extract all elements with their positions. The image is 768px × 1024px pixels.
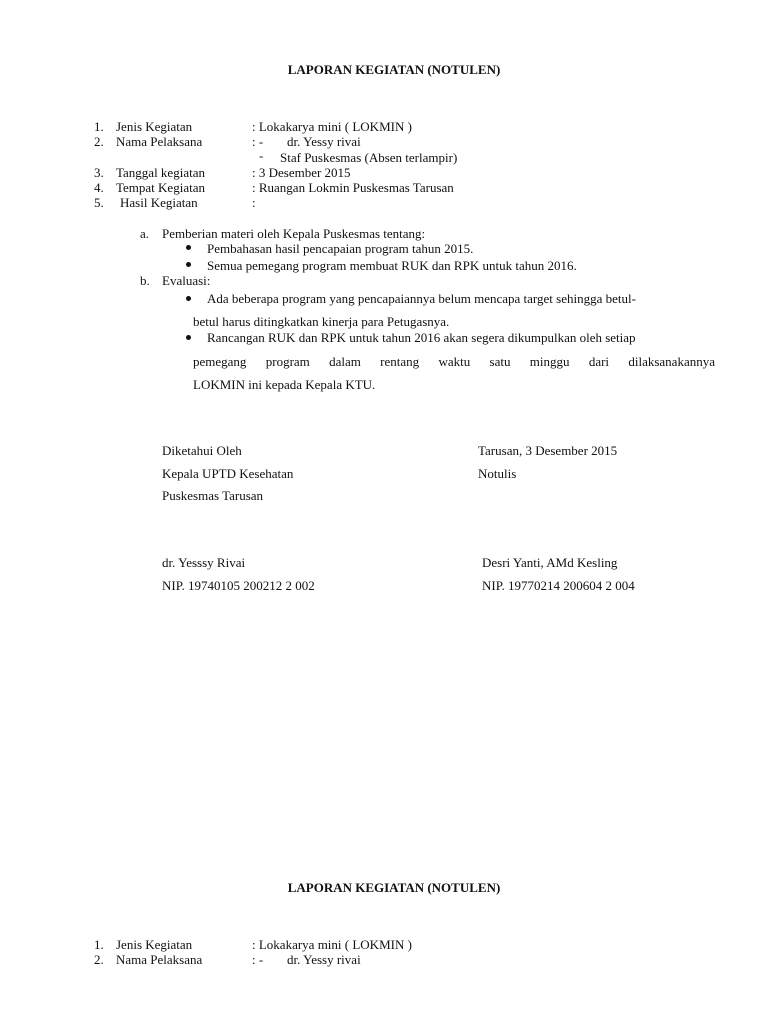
field-value: : Lokakarya mini ( LOKMIN ) bbox=[252, 937, 412, 952]
field-number: 3. bbox=[94, 165, 104, 180]
field-value: : bbox=[252, 195, 256, 210]
field-dash: - bbox=[259, 148, 264, 163]
signatory-nip: NIP. 19740105 200212 2 002 bbox=[162, 578, 315, 593]
field-label: Jenis Kegiatan bbox=[116, 937, 193, 952]
field-value: : - bbox=[252, 134, 264, 149]
bullet-icon bbox=[186, 296, 191, 301]
section-heading: Evaluasi: bbox=[162, 273, 211, 288]
bullet-item-line: betul harus ditingkatkan kinerja para Petugasnya. bbox=[193, 314, 450, 329]
field-label: Nama Pelaksana bbox=[116, 134, 203, 149]
section-marker: a. bbox=[140, 226, 150, 241]
signature-role: Notulis bbox=[478, 466, 517, 481]
bullet-icon bbox=[186, 245, 191, 250]
bullet-item: Pembahasan hasil pencapaian program tahun 2015. bbox=[207, 241, 474, 256]
bullet-item-line: Ada beberapa program yang pencapaiannya belum mencapa target sehingga betul- bbox=[207, 291, 636, 306]
field-value: Staf Puskesmas (Absen terlampir) bbox=[280, 150, 458, 165]
field-label: Jenis Kegiatan bbox=[116, 119, 193, 134]
bullet-item-line: LOKMIN ini kepada Kepala KTU. bbox=[193, 377, 376, 392]
field-number: 2. bbox=[94, 134, 104, 149]
field-value: : - bbox=[252, 952, 264, 967]
bullet-item: Semua pemegang program membuat RUK dan RPK untuk tahun 2016. bbox=[207, 258, 577, 273]
field-value: : Ruangan Lokmin Puskesmas Tarusan bbox=[252, 180, 454, 195]
bullet-icon bbox=[186, 262, 191, 267]
signatory-name: Desri Yanti, AMd Kesling bbox=[482, 555, 618, 570]
signature-place-date: Tarusan, 3 Desember 2015 bbox=[478, 443, 618, 458]
signature-position: Kepala UPTD Kesehatan bbox=[162, 466, 294, 481]
section-marker: b. bbox=[140, 273, 150, 288]
field-label: Tanggal kegiatan bbox=[116, 165, 205, 180]
field-number: 1. bbox=[94, 937, 104, 952]
field-label: Tempat Kegiatan bbox=[116, 180, 205, 195]
bullet-icon bbox=[186, 335, 191, 340]
signatory-nip: NIP. 19770214 200604 2 004 bbox=[482, 578, 635, 593]
report-title-page-2: LAPORAN KEGIATAN (NOTULEN) bbox=[287, 880, 501, 895]
signature-office: Puskesmas Tarusan bbox=[162, 488, 264, 503]
field-label: Hasil Kegiatan bbox=[120, 195, 198, 210]
signatory-name: dr. Yesssy Rivai bbox=[162, 555, 246, 570]
field-value: : 3 Desember 2015 bbox=[252, 165, 351, 180]
field-value-name: dr. Yessy rivai bbox=[287, 952, 361, 967]
report-title: LAPORAN KEGIATAN (NOTULEN) bbox=[287, 62, 501, 77]
bullet-item-line: Rancangan RUK dan RPK untuk tahun 2016 akan segera dikumpulkan oleh setiap bbox=[207, 330, 636, 345]
field-label: Nama Pelaksana bbox=[116, 952, 203, 967]
field-number: 5. bbox=[94, 195, 104, 210]
bullet-item-line: pemegang program dalam rentang waktu satu minggu dari dilaksanakannya bbox=[193, 354, 715, 369]
section-heading: Pemberian materi oleh Kepala Puskesmas tentang: bbox=[162, 226, 426, 241]
field-value: : Lokakarya mini ( LOKMIN ) bbox=[252, 119, 412, 134]
signature-caption: Diketahui Oleh bbox=[162, 443, 242, 458]
field-value-name: dr. Yessy rivai bbox=[287, 134, 361, 149]
field-number: 4. bbox=[94, 180, 104, 195]
field-number: 2. bbox=[94, 952, 104, 967]
field-number: 1. bbox=[94, 119, 104, 134]
